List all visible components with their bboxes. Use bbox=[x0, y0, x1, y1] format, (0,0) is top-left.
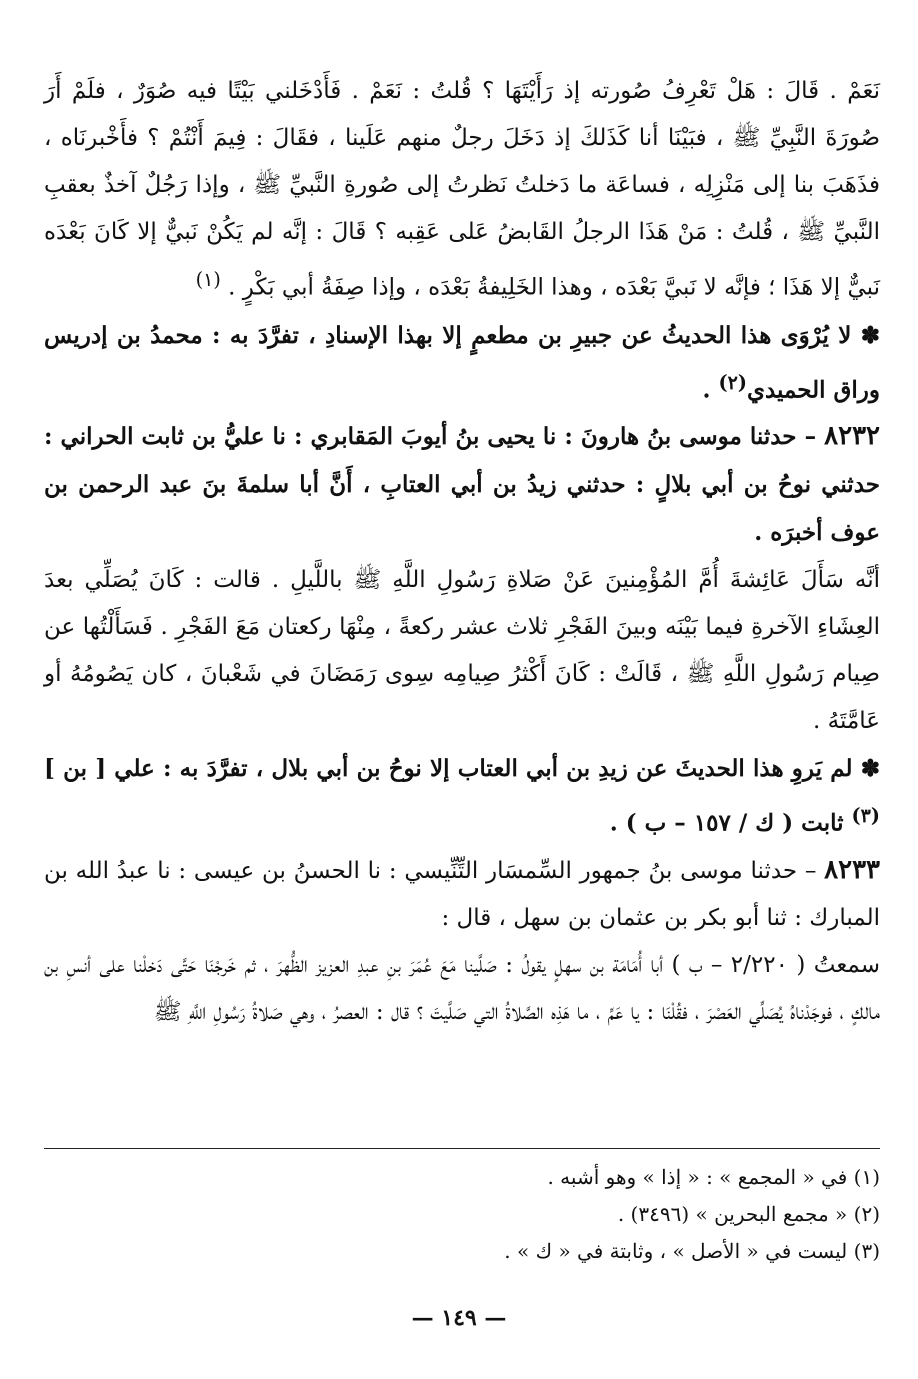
paragraph-text: نَعَمْ . قَالَ : هَلْ تَعْرِفُ صُورته إذ رَأَيْتَهَا ؟ قُلتُ : نَعَمْ . فَأَدْخَلني بَيْتًا فيه صُوَرٌ ، فلَمْ أَرَ صُورَةَ النَّبِيِّ ﷺ ، فبَيْنَا أنا كَذَلكَ إذ دَخَلَ رجلٌ منهم عَلَينا ، فقَالَ : فِيمَ أَنْتُمْ ؟ فأَخْبرنَاه ، فذَهَبَ بنا إلى مَنْزِلِه ، فساعَة ما دَخلتُ نَظرتُ إلى صُورةِ النَّبيِّ ﷺ ، وإذا رَجُلٌ آخذٌ بعقبِ النَّبيِّ ﷺ ، قُلتُ : مَنْ هَذَا الرجلُ القَابضُ عَلى عَقِبه ؟ قَالَ : إنَّه لم يَكُنْ نَبيٌّ إلا كَانَ بَعْدَه نَبيٌّ إلا هَذَا ؛ فإنَّه لا نَبيَّ بَعْدَه ، وهذا الخَلِيفةُ بَعْدَه ، وإذا صِفَةُ أبي بَكْرٍ . bbox=[44, 78, 880, 301]
footnote-ref-1: (١) bbox=[195, 268, 221, 291]
hadith-8233-matn bbox=[44, 942, 880, 1036]
hadith-number-8232: ٨٢٣٢ bbox=[824, 421, 880, 452]
commentary-note-1 bbox=[44, 312, 880, 414]
footnote-2: (٢) « مجمع البحرين » (٣٤٩٦) . bbox=[617, 1202, 880, 1226]
footnote-1: (١) في « المجمع » : « إذا » وهو أشبه . bbox=[547, 1165, 880, 1189]
commentary-text: ✽ لم يَروِ هذا الحديثَ عن زيدِ بن أبي العتاب إلا نوحُ بن أبي بلال ، تفرَّدَ به : علي [ بن ] bbox=[44, 755, 880, 783]
footnote-ref-3: (٣) bbox=[851, 804, 880, 828]
page-body bbox=[44, 68, 880, 1036]
hadith-8232-isnad bbox=[44, 413, 880, 557]
hadith-8232-matn bbox=[44, 557, 880, 745]
hadith-8232-chain: – حدثنا موسى بنُ هارونَ : نا يحيى بنُ أيوبَ المَقابري : نا عليُّ بن ثابت الحراني : حدثني نوحُ بن أبي بلالٍ : حدثني زيدُ بن أبي العتابِ ، أَنَّ أبا سلمةَ بنَ عبد الرحمن بن عوف أخبرَه . bbox=[44, 423, 880, 547]
hadith-8233-text: سمعتُ ( ٢/٢٢٠ – ب ) أبا أُمَامَة بن سهلٍ يقولُ : صَلَّينا مَعَ عُمَرَ بنِ عبدِ العزيز الظُّهرَ ، ثم خَرجْنَا حَتَّى دَخلْنا على أنسِ بن مالكٍ ، فوجَدْناهُ يُصَلِّي العَصْرَ ، فقُلْنَا : يا عَمِّ ، ما هَذِه الصَّلاةُ التي صَلَّيتَ ؟ قال : العصرُ ، وهي صَلاةُ رَسُولِ اللَّهِ ﷺ bbox=[44, 951, 881, 1025]
page-number: — ١٤٩ — bbox=[411, 1305, 507, 1331]
footnote-3: (٣) ليست في « الأصل » ، وثابتة في « ك » . bbox=[504, 1239, 880, 1263]
commentary-text: ✽ لا يُرْوَى هذا الحديثُ عن جبيرِ بن مطعمٍ إلا بهذا الإسنادِ ، تفرَّدَ به : محمدُ بن إدريس وراق الحميدي bbox=[44, 321, 880, 404]
paragraph-continuation bbox=[44, 68, 880, 312]
hadith-8233-chain: – حدثنا موسى بنُ جمهور السِّمسَار التِّنِّيسي : نا الحسنُ بن عيسى : نا عبدُ الله بن المبارك : ثنا أبو بكر بن عثمان بن سهل ، قال : bbox=[44, 857, 880, 931]
footnote-ref-2: (٢) bbox=[718, 370, 747, 394]
commentary-end: . bbox=[702, 376, 719, 404]
commentary-note-2 bbox=[44, 745, 880, 847]
footnotes-section bbox=[44, 1148, 880, 1270]
commentary-end: ثابت ( ك / ١٥٧ – ب ) . bbox=[609, 809, 852, 837]
hadith-8232-text: أنَّه سَأَلَ عَائِشةَ أُمَّ المُؤْمِنينَ عَنْ صَلاةِ رَسُولِ اللَّهِ ﷺ باللَّيلِ . قالت : كَانَ يُصَلِّي بعدَ العِشَاءِ الآخرةِ فيما بَيْنَه وبينَ الفَجْرِ ثلاث عشر ركعةً ، مِنْهَا ركعتان مَعَ الفَجْرِ . فَسَأَلْتُها عن صِيام رَسُولِ اللَّهِ ﷺ ، قَالَتْ : كَانَ أَكْثرُ صِيامِه سِوى رَمَضَانَ في شَعْبانَ ، كان يَصُومُهُ أو عَامَّتَهُ . bbox=[44, 567, 880, 735]
hadith-8233-isnad bbox=[44, 847, 880, 942]
hadith-number-8233: ٨٢٣٣ bbox=[824, 854, 880, 885]
